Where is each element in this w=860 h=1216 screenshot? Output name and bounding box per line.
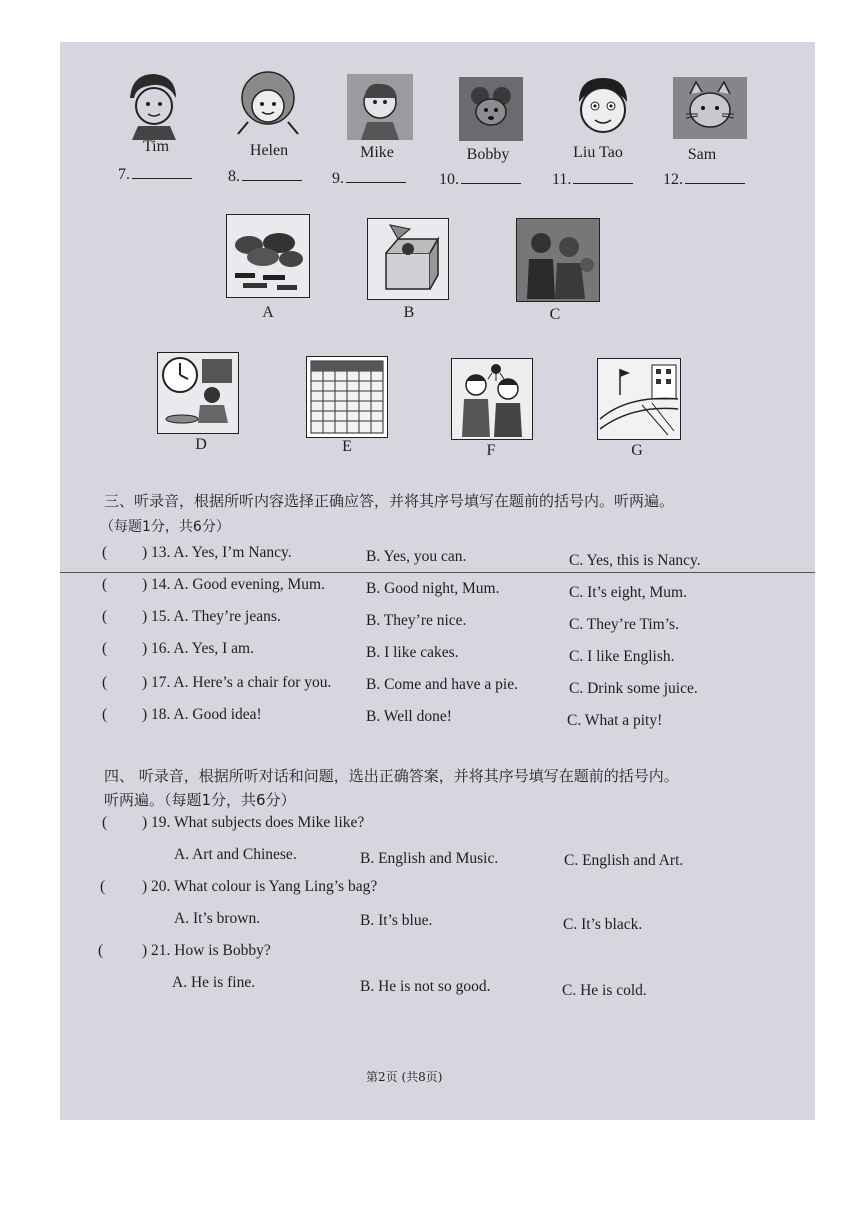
question-option-b: B. It’s blue. <box>360 912 433 929</box>
question-text: ) 21. How is Bobby? <box>142 942 271 959</box>
character-name-bobby: Bobby <box>466 146 510 163</box>
blank-line <box>132 164 192 179</box>
blank-line <box>346 168 406 183</box>
picture-label-f: F <box>486 442 496 459</box>
character-name-liu-tao: Liu Tao <box>573 144 623 161</box>
question-option-b: B. Good night, Mum. <box>366 580 500 597</box>
question-option-c: C. English and Art. <box>564 852 684 869</box>
character-helen-icon <box>228 68 308 140</box>
question-text: ) 20. What colour is Yang Ling’s bag? <box>142 878 378 895</box>
section-4-title: 四、 听录音，根据所听对话和问题，选出正确答案，并将其序号填写在题前的括号内。 <box>104 767 679 785</box>
question-option-b: B. Come and have a pie. <box>366 676 518 693</box>
character-mike-icon <box>345 72 415 142</box>
picture-label-e: E <box>342 438 352 455</box>
picture-label-d: D <box>195 436 207 453</box>
people-icon <box>517 219 599 301</box>
character-name-tim: Tim <box>142 138 170 155</box>
question-option-c: C. I like English. <box>569 648 675 665</box>
playground-icon <box>598 359 680 439</box>
picture-label-a: A <box>262 304 274 321</box>
answer-paren[interactable]: ( <box>98 942 104 959</box>
blank-number: 7. <box>118 166 130 183</box>
blank-number: 10. <box>439 171 459 188</box>
question-option-b: B. He is not so good. <box>360 978 491 995</box>
picture-c-family <box>516 218 600 302</box>
section-3-note: （每题1分，共6分） <box>100 519 230 535</box>
character-liu-tao-icon <box>565 72 641 142</box>
section-4-title-line2: 听两遍。（每题1分，共6分） <box>104 791 296 809</box>
question-option-a: ) 18. A. Good idea! <box>142 706 262 723</box>
question-option-a: A. He is fine. <box>172 974 256 991</box>
answer-paren[interactable]: ( <box>102 608 108 625</box>
question-option-a: ) 17. A. Here’s a chair for you. <box>142 674 332 691</box>
blank-line <box>242 166 302 181</box>
gift-box-icon <box>368 219 448 299</box>
answer-paren[interactable]: ( <box>102 814 108 831</box>
answer-paren[interactable]: ( <box>102 674 108 691</box>
question-option-a: A. It’s brown. <box>174 910 261 927</box>
two-boys-icon <box>452 359 532 439</box>
answer-blank-11[interactable] <box>552 169 633 189</box>
blank-number: 9. <box>332 170 344 187</box>
question-option-b: B. I like cakes. <box>366 644 459 661</box>
picture-b-box <box>367 218 449 300</box>
answer-paren[interactable]: ( <box>102 544 108 561</box>
page-footer: 第2页 (共8页) <box>366 1070 443 1084</box>
section-3-title: 三、听录音，根据所听内容选择正确应答，并将其序号填写在题前的括号内。听两遍。 <box>104 492 675 510</box>
blank-number: 12. <box>663 171 683 188</box>
answer-blank-12[interactable] <box>663 169 745 189</box>
answer-paren[interactable]: ( <box>102 640 108 657</box>
fold-line <box>60 572 815 573</box>
picture-label-c: C <box>549 306 561 323</box>
answer-blank-7[interactable] <box>118 164 192 184</box>
cakes-icon <box>227 215 309 297</box>
question-option-a: ) 15. A. They’re jeans. <box>142 608 281 625</box>
character-tim-icon <box>112 68 192 140</box>
answer-blank-8[interactable] <box>228 166 302 186</box>
question-option-b: B. They’re nice. <box>366 612 467 629</box>
character-name-helen: Helen <box>249 142 289 159</box>
question-option-a: A. Art and Chinese. <box>174 846 297 863</box>
clock-icon <box>158 353 238 433</box>
timetable-icon <box>307 357 387 437</box>
picture-e-timetable <box>306 356 388 438</box>
question-option-a: ) 14. A. Good evening, Mum. <box>142 576 325 593</box>
question-option-c: C. It’s eight, Mum. <box>569 584 687 601</box>
picture-g-playground <box>597 358 681 440</box>
question-option-b: B. Yes, you can. <box>366 548 467 565</box>
blank-number: 11. <box>552 171 572 188</box>
picture-f-two-boys <box>451 358 533 440</box>
question-text: ) 19. What subjects does Mike like? <box>142 814 365 831</box>
answer-paren[interactable]: ( <box>100 878 106 895</box>
character-name-sam: Sam <box>687 146 717 163</box>
question-option-b: B. English and Music. <box>360 850 499 867</box>
answer-paren[interactable]: ( <box>102 576 108 593</box>
question-option-a: ) 13. A. Yes, I’m Nancy. <box>142 544 292 561</box>
question-option-c: C. It’s black. <box>563 916 643 933</box>
exam-page <box>60 42 815 1120</box>
picture-label-g: G <box>631 442 643 459</box>
character-name-mike: Mike <box>360 144 394 161</box>
answer-paren[interactable]: ( <box>102 706 108 723</box>
question-option-c: C. He is cold. <box>562 982 647 999</box>
blank-line <box>685 169 745 184</box>
picture-label-b: B <box>403 304 415 321</box>
question-option-c: C. Drink some juice. <box>569 680 698 697</box>
picture-a-cakes <box>226 214 310 298</box>
picture-d-clock-breakfast <box>157 352 239 434</box>
character-sam-icon <box>672 76 748 140</box>
question-option-c: C. They’re Tim’s. <box>569 616 679 633</box>
blank-line <box>573 169 633 184</box>
question-option-c: C. What a pity! <box>567 712 663 729</box>
blank-line <box>461 169 521 184</box>
answer-blank-10[interactable] <box>439 169 521 189</box>
question-option-b: B. Well done! <box>366 708 452 725</box>
question-option-c: C. Yes, this is Nancy. <box>569 552 701 569</box>
question-option-a: ) 16. A. Yes, I am. <box>142 640 254 657</box>
blank-number: 8. <box>228 168 240 185</box>
character-bobby-icon <box>458 76 524 142</box>
answer-blank-9[interactable] <box>332 168 406 188</box>
